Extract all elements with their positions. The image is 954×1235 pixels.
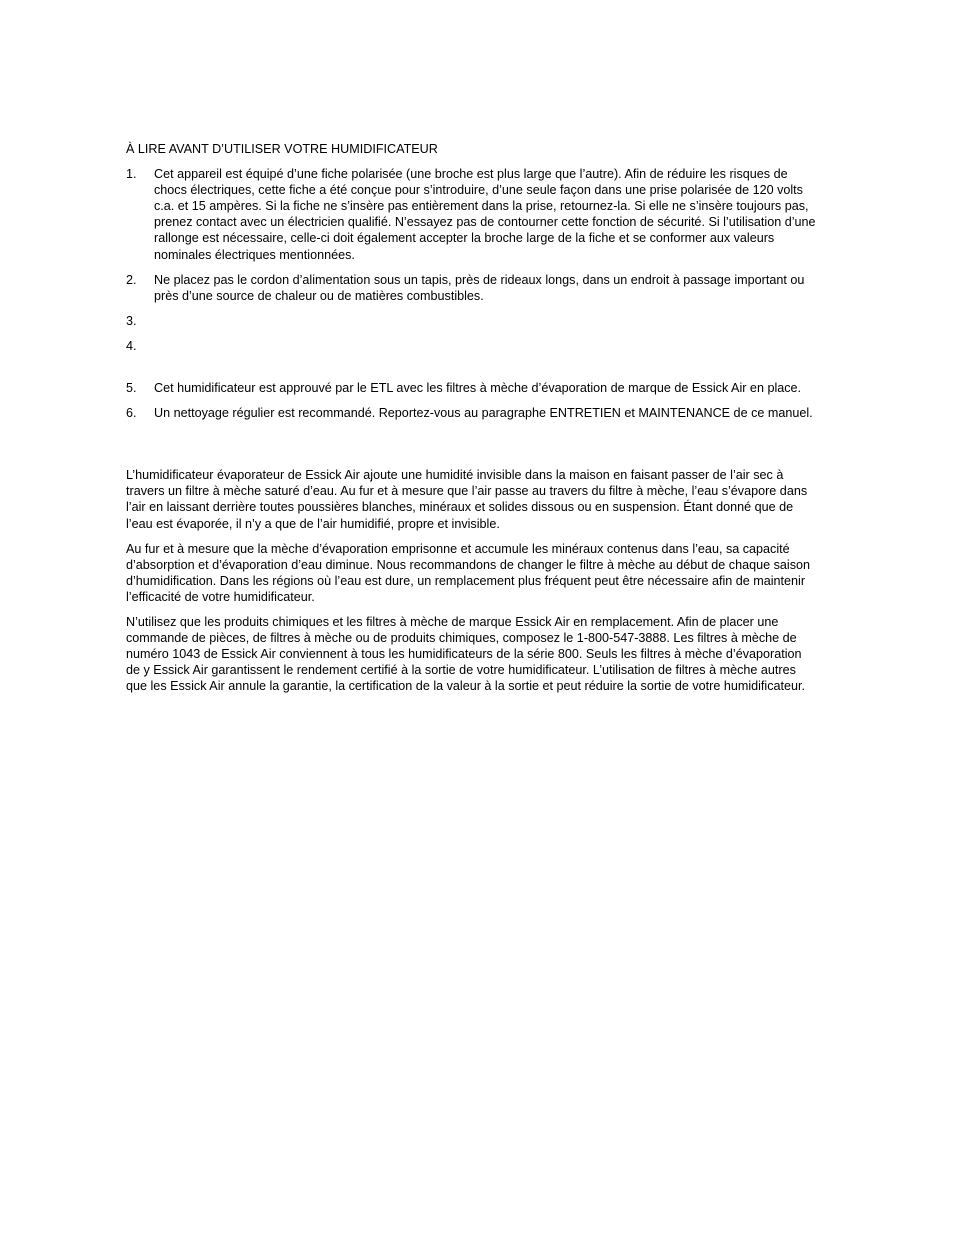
list-item-number: 2. [126,272,137,287]
list-item [126,313,816,329]
list-item [126,338,816,354]
list-item-number: 1. [126,167,137,182]
document-page [126,141,816,703]
list-item [126,272,816,304]
list-item-text: Ne placez pas le cordon d’alimentation sous un tapis, près de rideaux longs, dans un endroit à passage important ou près d’une source de chaleur ou de matières combustibles. [154,272,805,303]
body-paragraph: L’humidificateur évaporateur de Essick Air ajoute une humidité invisible dans la maison en faisant passer de l’air sec à travers un filtre à mèche saturé d’eau. Au fur et à mesure que l’air passe au travers du filtre à mèche, l’eau s’évapore dans l’air en laissant derrière toutes poussières blanches, minéraux et solides dissous ou en suspension. Étant donné que de l’eau est évaporée, il n’y a que de l’air humidifié, propre et invisible. [126,468,808,531]
list-item [126,380,816,396]
list-item-number: 4. [126,338,137,353]
section-heading: À LIRE AVANT D’UTILISER VOTRE HUMIDIFICATEUR [126,142,438,156]
section-spacer [126,430,816,467]
safety-list [126,166,816,421]
list-item-text: Un nettoyage régulier est recommandé. Reportez-vous au paragraphe ENTRETIEN et MAINTENANCE de ce manuel. [154,406,813,421]
list-item [126,405,816,421]
list-item-text: Cet humidificateur est approuvé par le ETL avec les filtres à mèche d’évaporation de marque de Essick Air en place. [154,381,802,396]
list-item [126,166,816,263]
body-paragraph: N’utilisez que les produits chimiques et les filtres à mèche de marque Essick Air en remplacement. Afin de placer une commande de pièces, de filtres à mèche ou de produits chimiques, composez le 1-800-547-3888. Les filtres à mèche de numéro 1043 de Essick Air conviennent à tous les humidificateurs de la série 800. Seuls les filtres à mèche d’évaporation de y Essick Air garantissent le rendement certifié à la sortie de votre humidificateur. L’utilisation de filtres à mèche autres que les Essick Air annule la garantie, la certification de la valeur à la sortie et peut réduire la sortie de votre humidificateur. [126,614,806,694]
list-item-text [154,338,816,354]
list-item-number: 3. [126,313,137,328]
list-item-number: 5. [126,381,137,396]
list-item-text: Cet appareil est équipé d’une fiche polarisée (une broche est plus large que l’autre). Afin de réduire les risques de chocs électriques, cette fiche a été conçue pour s’introduire, d’une seule façon dans une prise polarisée de 120 volts c.a. et 15 ampères. Si la fiche ne s’insère pas entièrement dans la prise, retournez-la. Si elle ne s’insère toujours pas, prenez contact avec un électricien qualifié. N’essayez pas de contourner cette fonction de sécurité. Si l’utilisation d’une rallonge est nécessaire, celle-ci doit également accepter la broche large de la fiche et se conformer aux valeurs nominales électriques mentionnées. [154,167,816,262]
list-item-text [154,313,816,329]
list-item-number: 6. [126,406,137,421]
body-paragraph: Au fur et à mesure que la mèche d’évaporation emprisonne et accumule les minéraux contenus dans l’eau, sa capacité d’absorption et d’évaporation d’eau diminue. Nous recommandons de changer le filtre à mèche au début de chaque saison d’humidification. Dans les régions où l’eau est dure, un remplacement plus fréquent peut être nécessaire afin de maintenir l’efficacité de votre humidificateur. [126,541,810,604]
